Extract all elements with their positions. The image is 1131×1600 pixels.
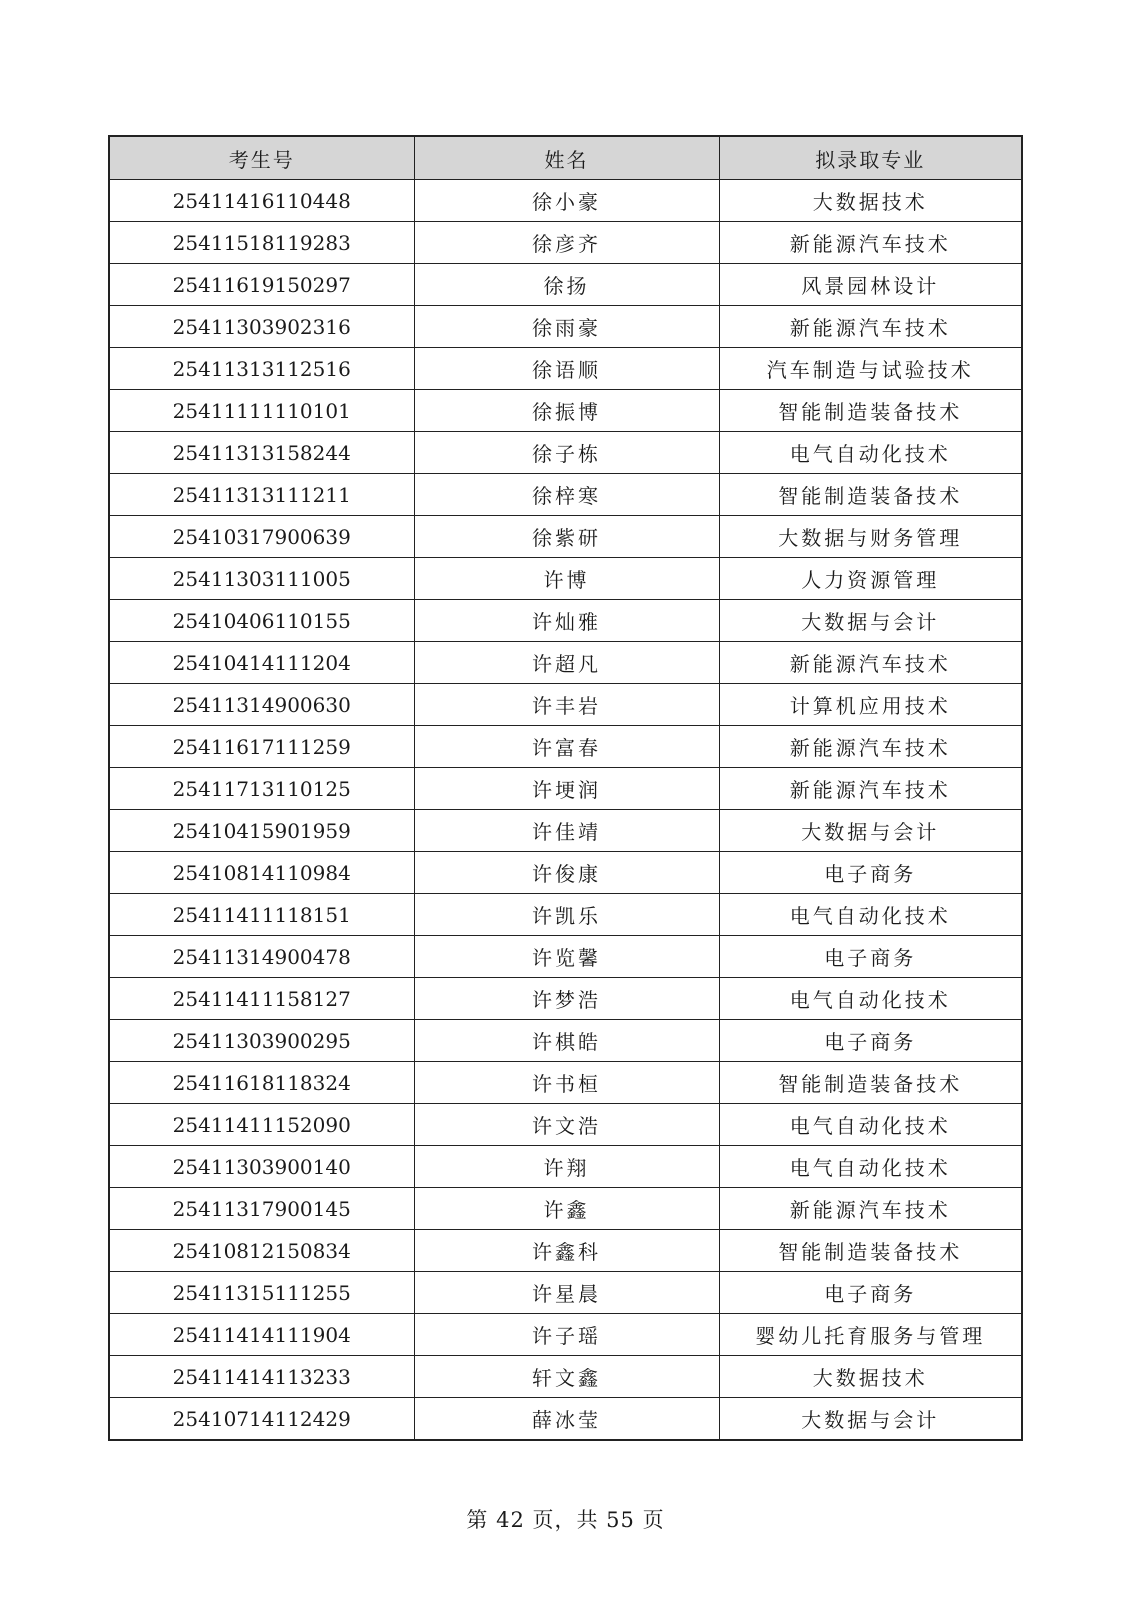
cell-exam-id: 25410415901959 <box>109 810 414 852</box>
cell-exam-id: 25411713110125 <box>109 768 414 810</box>
cell-major: 计算机应用技术 <box>719 684 1022 726</box>
cell-exam-id: 25411303902316 <box>109 306 414 348</box>
cell-major: 新能源汽车技术 <box>719 1188 1022 1230</box>
table-row <box>109 684 1022 726</box>
cell-major: 新能源汽车技术 <box>719 726 1022 768</box>
table-row <box>109 516 1022 558</box>
cell-exam-id: 25411313112516 <box>109 348 414 390</box>
table-row <box>109 390 1022 432</box>
cell-major: 大数据与会计 <box>719 1398 1022 1441</box>
table-row <box>109 1356 1022 1398</box>
cell-name: 许灿雅 <box>414 600 719 642</box>
table-row <box>109 1188 1022 1230</box>
cell-major: 大数据与会计 <box>719 810 1022 852</box>
table-row <box>109 1146 1022 1188</box>
cell-major: 风景园林设计 <box>719 264 1022 306</box>
cell-major: 大数据与财务管理 <box>719 516 1022 558</box>
cell-name: 徐振博 <box>414 390 719 432</box>
table-row <box>109 810 1022 852</box>
table-row <box>109 1104 1022 1146</box>
cell-exam-id: 25411416110448 <box>109 180 414 222</box>
cell-exam-id: 25411313158244 <box>109 432 414 474</box>
cell-name: 轩文鑫 <box>414 1356 719 1398</box>
cell-name: 许富春 <box>414 726 719 768</box>
cell-name: 许俊康 <box>414 852 719 894</box>
cell-name: 许博 <box>414 558 719 600</box>
cell-name: 许埂润 <box>414 768 719 810</box>
cell-name: 徐雨豪 <box>414 306 719 348</box>
cell-exam-id: 25411411152090 <box>109 1104 414 1146</box>
table-row <box>109 1020 1022 1062</box>
cell-major: 新能源汽车技术 <box>719 222 1022 264</box>
table-row <box>109 264 1022 306</box>
cell-exam-id: 25411617111259 <box>109 726 414 768</box>
cell-name: 徐紫研 <box>414 516 719 558</box>
cell-name: 许览馨 <box>414 936 719 978</box>
table-row <box>109 642 1022 684</box>
cell-name: 薛冰莹 <box>414 1398 719 1441</box>
cell-name: 许子瑶 <box>414 1314 719 1356</box>
cell-exam-id: 25411303900140 <box>109 1146 414 1188</box>
cell-name: 许梦浩 <box>414 978 719 1020</box>
table-row <box>109 894 1022 936</box>
cell-exam-id: 25411411118151 <box>109 894 414 936</box>
cell-exam-id: 25410406110155 <box>109 600 414 642</box>
cell-major: 智能制造装备技术 <box>719 1062 1022 1104</box>
header-major: 拟录取专业 <box>719 136 1022 180</box>
cell-major: 新能源汽车技术 <box>719 768 1022 810</box>
table-row <box>109 1272 1022 1314</box>
table-row <box>109 306 1022 348</box>
table-row <box>109 474 1022 516</box>
cell-name: 许凯乐 <box>414 894 719 936</box>
cell-exam-id: 25411303111005 <box>109 558 414 600</box>
cell-exam-id: 25410714112429 <box>109 1398 414 1441</box>
cell-major: 电气自动化技术 <box>719 1146 1022 1188</box>
cell-name: 许佳靖 <box>414 810 719 852</box>
cell-major: 汽车制造与试验技术 <box>719 348 1022 390</box>
cell-name: 许书桓 <box>414 1062 719 1104</box>
cell-name: 许文浩 <box>414 1104 719 1146</box>
cell-major: 婴幼儿托育服务与管理 <box>719 1314 1022 1356</box>
cell-exam-id: 25411314900630 <box>109 684 414 726</box>
cell-major: 大数据与会计 <box>719 600 1022 642</box>
table-row <box>109 1314 1022 1356</box>
cell-major: 电气自动化技术 <box>719 978 1022 1020</box>
page-number: 第 42 页，共 55 页 <box>466 1508 665 1532</box>
cell-exam-id: 25410814110984 <box>109 852 414 894</box>
header-name: 姓名 <box>414 136 719 180</box>
table-row <box>109 852 1022 894</box>
cell-major: 电气自动化技术 <box>719 1104 1022 1146</box>
cell-name: 徐扬 <box>414 264 719 306</box>
cell-name: 许鑫 <box>414 1188 719 1230</box>
table-row <box>109 180 1022 222</box>
cell-major: 电子商务 <box>719 1272 1022 1314</box>
cell-major: 新能源汽车技术 <box>719 306 1022 348</box>
table-row <box>109 558 1022 600</box>
cell-major: 电子商务 <box>719 1020 1022 1062</box>
cell-name: 许棋皓 <box>414 1020 719 1062</box>
cell-exam-id: 25411303900295 <box>109 1020 414 1062</box>
cell-exam-id: 25411414111904 <box>109 1314 414 1356</box>
cell-exam-id: 25411314900478 <box>109 936 414 978</box>
cell-exam-id: 25411414113233 <box>109 1356 414 1398</box>
table-row <box>109 1062 1022 1104</box>
cell-name: 许翔 <box>414 1146 719 1188</box>
cell-exam-id: 25411315111255 <box>109 1272 414 1314</box>
cell-exam-id: 25411313111211 <box>109 474 414 516</box>
cell-major: 人力资源管理 <box>719 558 1022 600</box>
cell-name: 徐语顺 <box>414 348 719 390</box>
cell-name: 许超凡 <box>414 642 719 684</box>
cell-exam-id: 25411618118324 <box>109 1062 414 1104</box>
table-row <box>109 1398 1022 1441</box>
table-row <box>109 726 1022 768</box>
admission-table <box>108 135 1023 1441</box>
cell-name: 许星晨 <box>414 1272 719 1314</box>
cell-major: 大数据技术 <box>719 180 1022 222</box>
table-row <box>109 432 1022 474</box>
cell-exam-id: 25411518119283 <box>109 222 414 264</box>
table-header <box>109 136 1022 180</box>
cell-name: 徐彦齐 <box>414 222 719 264</box>
table-body <box>109 180 1022 1441</box>
cell-name: 许鑫科 <box>414 1230 719 1272</box>
table-row <box>109 600 1022 642</box>
cell-major: 新能源汽车技术 <box>719 642 1022 684</box>
cell-exam-id: 25410414111204 <box>109 642 414 684</box>
cell-exam-id: 25411317900145 <box>109 1188 414 1230</box>
table-row <box>109 978 1022 1020</box>
cell-exam-id: 25410812150834 <box>109 1230 414 1272</box>
cell-exam-id: 25411411158127 <box>109 978 414 1020</box>
cell-major: 电子商务 <box>719 936 1022 978</box>
cell-major: 智能制造装备技术 <box>719 474 1022 516</box>
cell-exam-id: 25411111110101 <box>109 390 414 432</box>
table-row <box>109 768 1022 810</box>
table-row <box>109 222 1022 264</box>
cell-name: 许丰岩 <box>414 684 719 726</box>
table-row <box>109 936 1022 978</box>
cell-major: 电气自动化技术 <box>719 432 1022 474</box>
header-exam-id: 考生号 <box>109 136 414 180</box>
cell-major: 智能制造装备技术 <box>719 390 1022 432</box>
cell-name: 徐子栋 <box>414 432 719 474</box>
cell-major: 智能制造装备技术 <box>719 1230 1022 1272</box>
table-row <box>109 1230 1022 1272</box>
cell-name: 徐梓寒 <box>414 474 719 516</box>
header-row <box>109 136 1022 180</box>
cell-major: 电气自动化技术 <box>719 894 1022 936</box>
table-row <box>109 348 1022 390</box>
cell-name: 徐小豪 <box>414 180 719 222</box>
cell-exam-id: 25410317900639 <box>109 516 414 558</box>
cell-exam-id: 25411619150297 <box>109 264 414 306</box>
cell-major: 大数据技术 <box>719 1356 1022 1398</box>
cell-major: 电子商务 <box>719 852 1022 894</box>
